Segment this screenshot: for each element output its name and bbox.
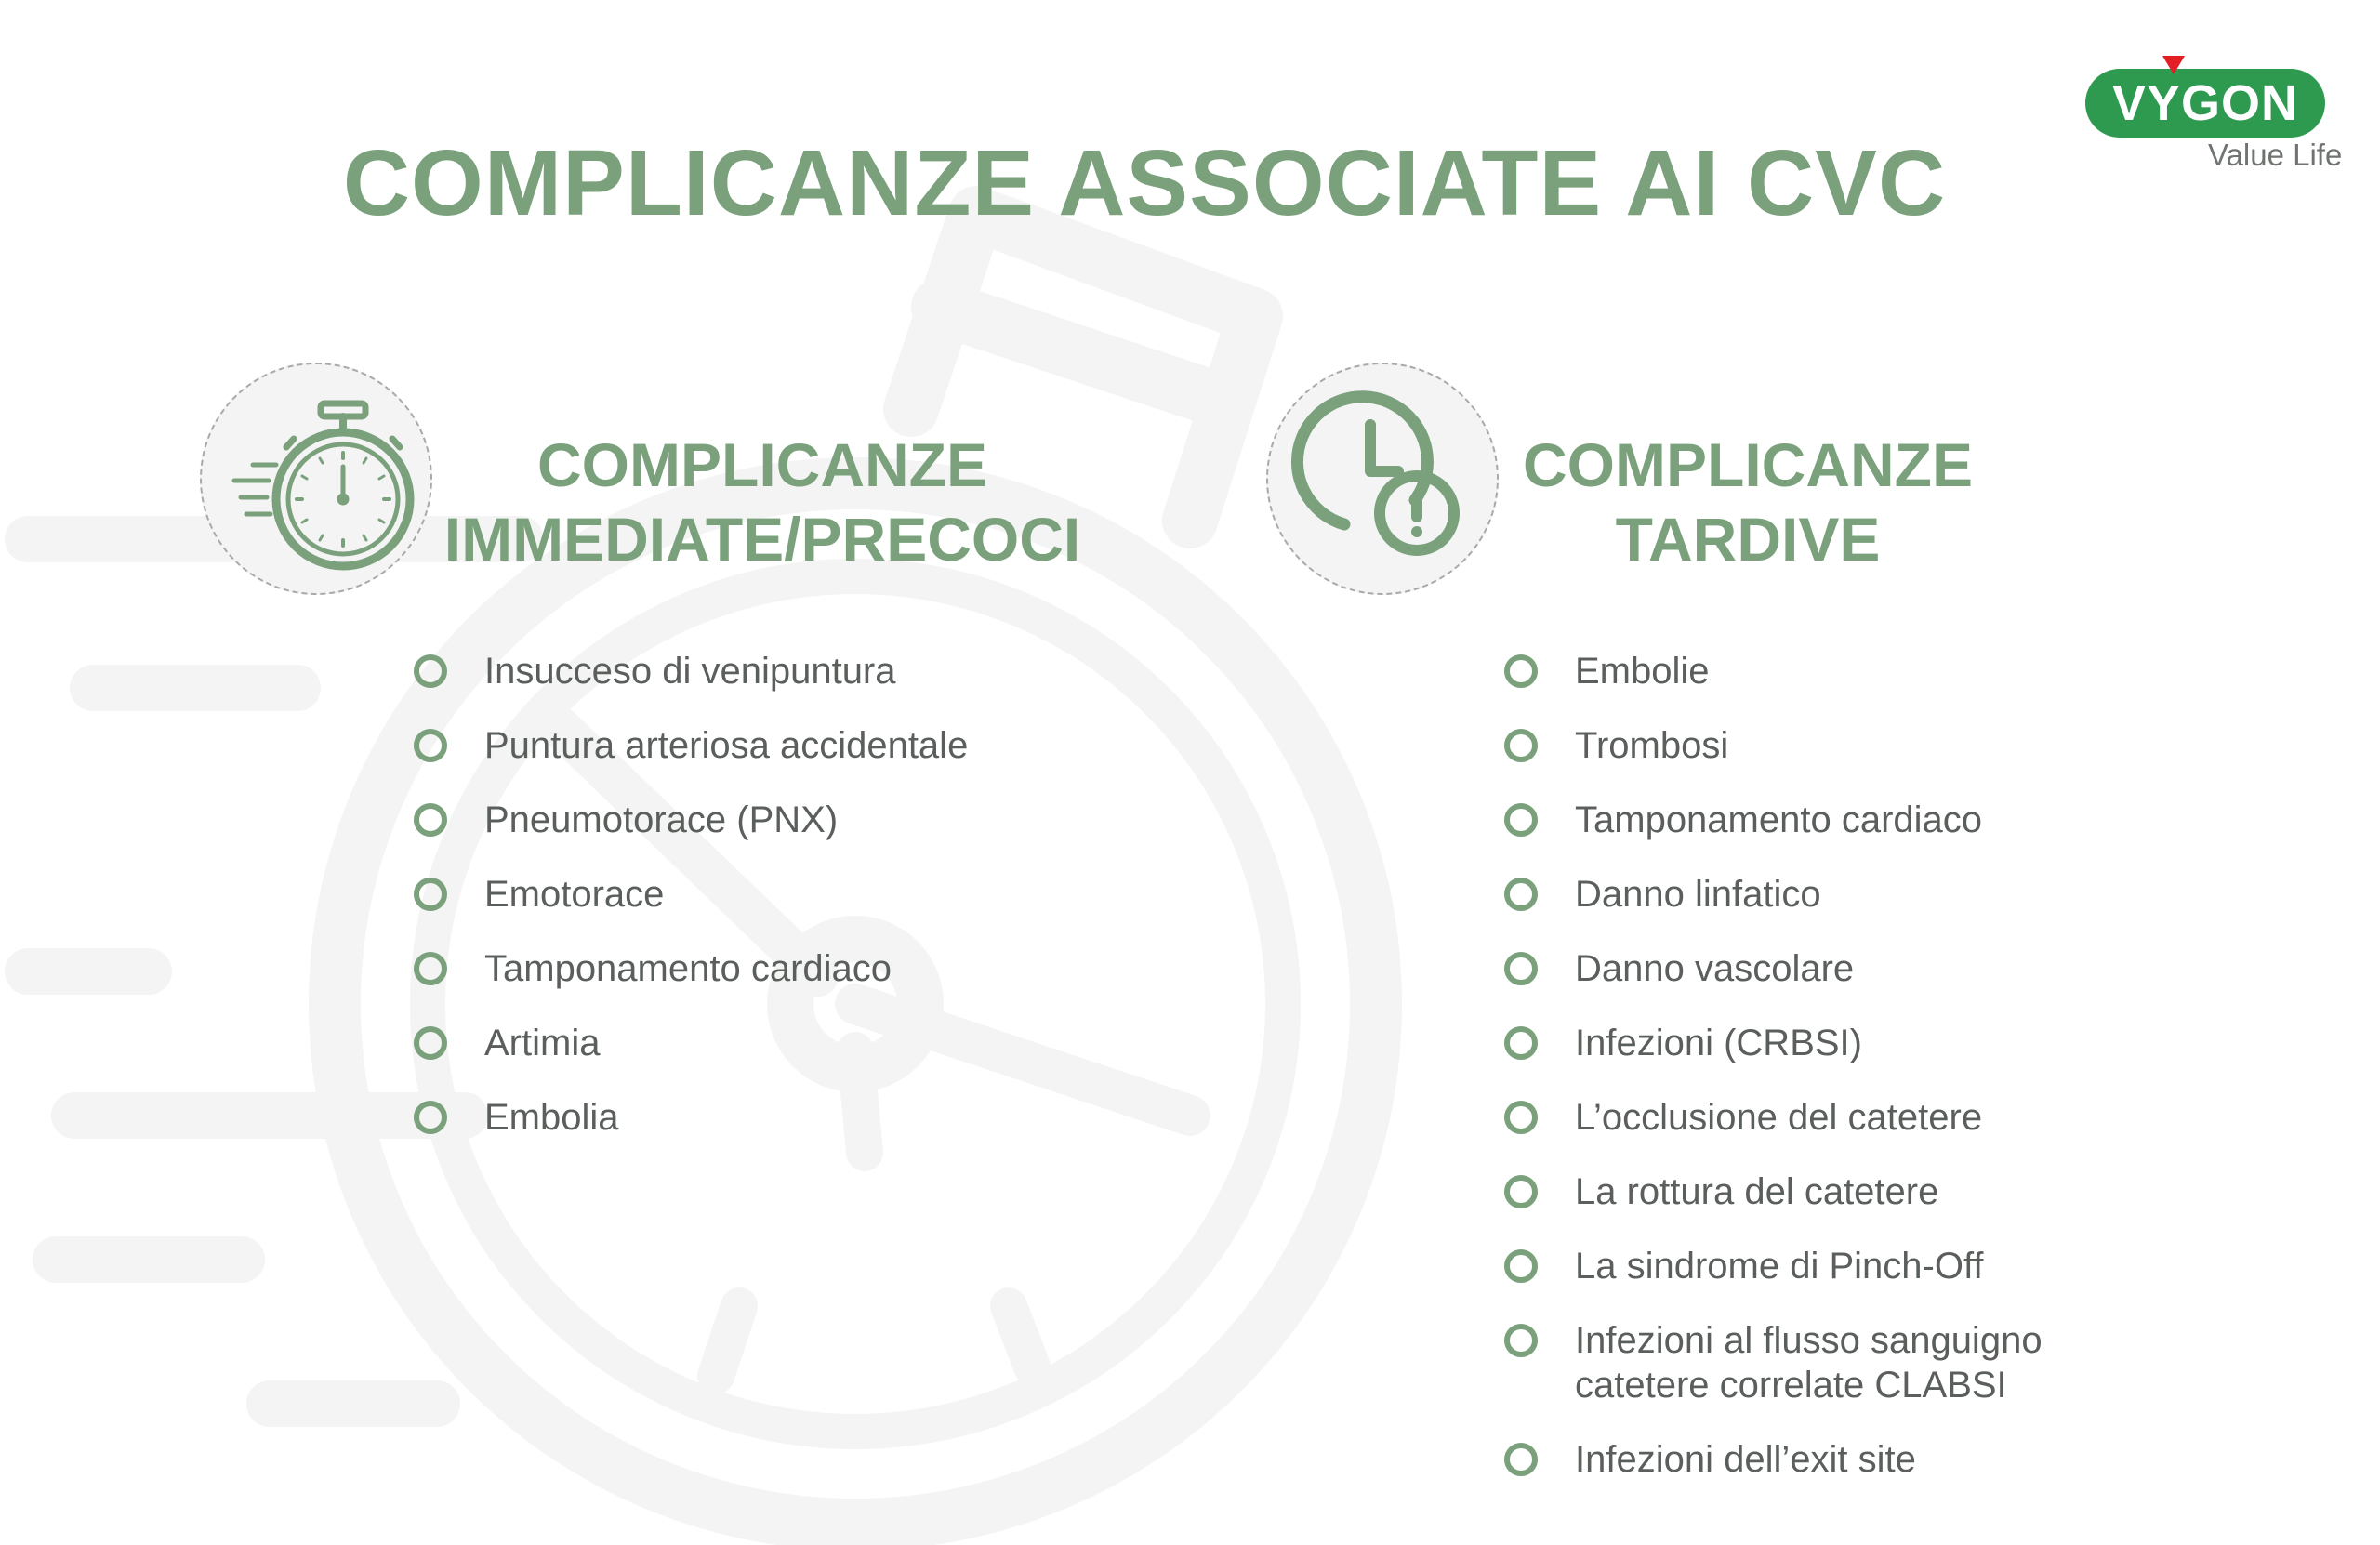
- list-item: [1504, 946, 2211, 991]
- list-item-label: Puntura arteriosa accidentale: [484, 725, 969, 766]
- list-item-label: Artimia: [484, 1023, 601, 1063]
- list-item: [414, 1021, 1157, 1065]
- list-item-label: Trombosi: [1575, 725, 1729, 766]
- circle-bullet-icon: [1504, 878, 1538, 911]
- list-item-label: L’occlusione del catetere: [1575, 1097, 1983, 1138]
- list-item: [1504, 1437, 2211, 1482]
- list-item-label: Danno linfatico: [1575, 874, 1821, 915]
- list-item-label: Emotorace: [484, 874, 665, 915]
- list-item-label: Tamponamento cardiaco: [1575, 799, 1983, 840]
- immediate-complications-list: [414, 649, 1157, 1169]
- list-item-label: La rottura del catetere: [1575, 1171, 1939, 1212]
- circle-bullet-icon: [1504, 952, 1538, 985]
- list-item-label: Infezioni al flusso sanguigno catetere correlate CLABSI: [1575, 1320, 2043, 1406]
- page-title: COMPLICANZE ASSOCIATE AI CVC: [342, 131, 1947, 235]
- list-item: [414, 798, 1157, 842]
- list-item: [414, 723, 1157, 768]
- circle-bullet-icon: [1504, 654, 1538, 688]
- column-title-line1: COMPLICANZE: [537, 430, 987, 499]
- circle-bullet-icon: [1504, 1101, 1538, 1134]
- circle-bullet-icon: [414, 878, 447, 911]
- list-item: [414, 872, 1157, 917]
- list-item: [414, 946, 1157, 991]
- circle-bullet-icon: [1504, 729, 1538, 762]
- list-item: [1504, 1318, 2133, 1407]
- list-item: [1504, 1244, 2211, 1288]
- column-title-line2: TARDIVE: [1615, 505, 1881, 574]
- circle-bullet-icon: [1504, 1443, 1538, 1476]
- list-item-label: Infezioni dell’exit site: [1575, 1439, 1916, 1480]
- circle-bullet-icon: [1504, 803, 1538, 837]
- list-item: [414, 649, 1157, 693]
- circle-bullet-icon: [414, 952, 447, 985]
- column-title-line1: COMPLICANZE: [1523, 430, 1973, 499]
- circle-bullet-icon: [414, 803, 447, 837]
- list-item: [1504, 1021, 2211, 1065]
- circle-bullet-icon: [414, 1101, 447, 1134]
- list-item-label: Embolia: [484, 1097, 619, 1138]
- list-item: [414, 1095, 1157, 1140]
- list-item-label: La sindrome di Pinch-Off: [1575, 1246, 1984, 1287]
- circle-bullet-icon: [414, 1026, 447, 1060]
- logo-triangle-icon: [2162, 56, 2185, 74]
- column-title-immediate: [390, 428, 1134, 576]
- list-item: [1504, 649, 2211, 693]
- logo-tagline: Value Life: [2208, 138, 2343, 172]
- list-item: [1504, 1169, 2211, 1214]
- list-item-label: Insucceso di venipuntura: [484, 651, 896, 692]
- logo-brand-text: VYGON: [2111, 75, 2299, 131]
- list-item-label: Infezioni (CRBSI): [1575, 1023, 1862, 1063]
- late-complications-list: [1504, 649, 2211, 1512]
- circle-bullet-icon: [414, 654, 447, 688]
- list-item-label: Pneumotorace (PNX): [484, 799, 839, 840]
- column-title-late: [1395, 428, 2101, 576]
- list-item: [1504, 1095, 2211, 1140]
- list-item: [1504, 872, 2211, 917]
- list-item-label: Tamponamento cardiaco: [484, 948, 892, 989]
- list-item: [1504, 798, 2211, 842]
- logo-pill: [2085, 69, 2325, 138]
- list-item-label: Embolie: [1575, 651, 1710, 692]
- circle-bullet-icon: [1504, 1249, 1538, 1283]
- circle-bullet-icon: [1504, 1026, 1538, 1060]
- list-item: [1504, 723, 2211, 768]
- circle-bullet-icon: [1504, 1324, 1538, 1357]
- circle-bullet-icon: [1504, 1175, 1538, 1208]
- circle-bullet-icon: [414, 729, 447, 762]
- column-title-line2: IMMEDIATE/PRECOCI: [443, 505, 1081, 574]
- list-item-label: Danno vascolare: [1575, 948, 1855, 989]
